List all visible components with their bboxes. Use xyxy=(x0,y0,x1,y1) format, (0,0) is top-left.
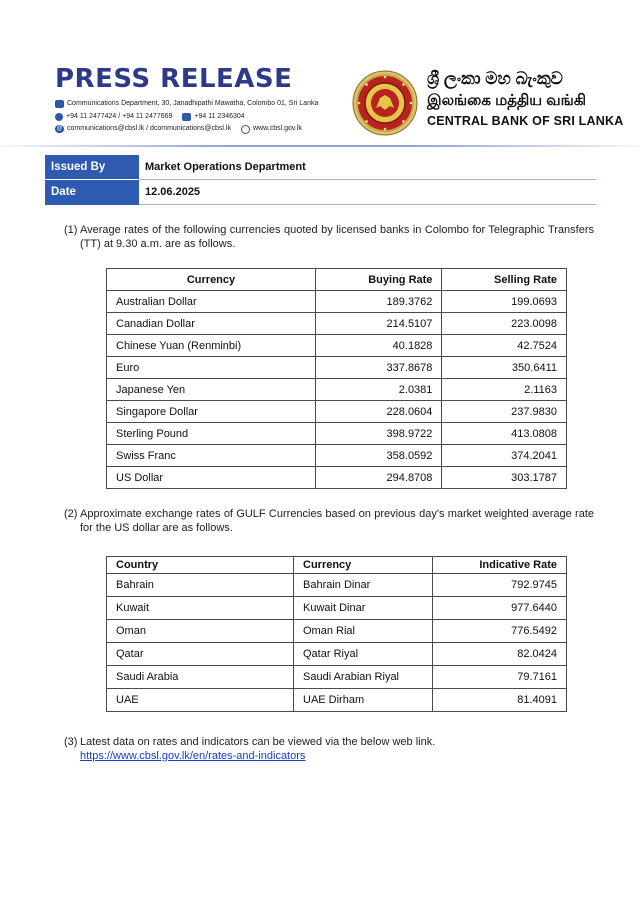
currency-cell: Singapore Dollar xyxy=(107,401,316,423)
column-header-currency: Currency xyxy=(107,269,316,291)
column-header-country: Country xyxy=(107,557,294,574)
indicative-rate-cell: 792.9745 xyxy=(433,574,567,597)
currency-cell: UAE Dirham xyxy=(294,689,433,712)
table-row xyxy=(107,689,567,712)
address-text: Communications Department, 30, Janadhipathi Mawatha, Colombo 01, Sri Lanka xyxy=(67,100,319,107)
selling-rate-cell: 42.7524 xyxy=(442,335,567,357)
currency-cell: Japanese Yen xyxy=(107,379,316,401)
buying-rate-cell: 228.0604 xyxy=(316,401,442,423)
press-release-title: PRESS RELEASE xyxy=(55,64,293,94)
paragraph-2-number: (2) xyxy=(64,508,78,520)
table-row xyxy=(107,666,567,689)
selling-rate-cell: 374.2041 xyxy=(442,445,567,467)
selling-rate-cell: 350.6411 xyxy=(442,357,567,379)
table-row xyxy=(107,643,567,666)
selling-rate-cell: 199.0693 xyxy=(442,291,567,313)
table-row xyxy=(107,445,567,467)
paragraph-1-text: Average rates of the following currencies quoted by licensed banks in Colombo for Telegraphic Transfers (TT) at 9.30 a.m. are as follows. xyxy=(80,224,594,250)
country-cell: Oman xyxy=(107,620,294,643)
country-cell: UAE xyxy=(107,689,294,712)
paragraph-3 xyxy=(64,735,594,763)
issue-info-table xyxy=(45,155,596,205)
currency-cell: Chinese Yuan (Renminbi) xyxy=(107,335,316,357)
gulf-rates-header-row xyxy=(107,557,567,574)
column-header-selling-rate: Selling Rate xyxy=(442,269,567,291)
table-row xyxy=(107,574,567,597)
email-line xyxy=(55,123,318,136)
buying-rate-cell: 358.0592 xyxy=(316,445,442,467)
selling-rate-cell: 2.1163 xyxy=(442,379,567,401)
table-row xyxy=(107,401,567,423)
table-row xyxy=(107,313,567,335)
selling-rate-cell: 303.1787 xyxy=(442,467,567,489)
date-label: Date xyxy=(45,180,139,205)
tt-rates-table xyxy=(106,268,567,489)
address-line xyxy=(55,98,318,111)
selling-rate-cell: 223.0098 xyxy=(442,313,567,335)
buying-rate-cell: 337.8678 xyxy=(316,357,442,379)
date-row xyxy=(45,180,596,205)
issued-by-value: Market Operations Department xyxy=(139,155,596,180)
phone-text: +94 11 2477424 / +94 11 2477669 xyxy=(66,112,173,120)
buying-rate-cell: 40.1828 xyxy=(316,335,442,357)
paragraph-3-text: Latest data on rates and indicators can be viewed via the below web link. xyxy=(80,736,436,748)
table-row xyxy=(107,291,567,313)
country-cell: Qatar xyxy=(107,643,294,666)
buying-rate-cell: 294.8708 xyxy=(316,467,442,489)
fax-text: +94 11 2346304 xyxy=(194,112,245,120)
rates-indicators-link[interactable]: https://www.cbsl.gov.lk/en/rates-and-indicators xyxy=(80,750,306,762)
issued-by-row xyxy=(45,155,596,180)
buying-rate-cell: 189.3762 xyxy=(316,291,442,313)
tt-rates-header-row xyxy=(107,269,567,291)
email-icon: @ xyxy=(56,126,63,133)
currency-cell: Bahrain Dinar xyxy=(294,574,433,597)
indicative-rate-cell: 81.4091 xyxy=(433,689,567,712)
table-row xyxy=(107,379,567,401)
date-value: 12.06.2025 xyxy=(139,180,596,205)
paragraph-1 xyxy=(64,223,594,251)
currency-cell: Oman Rial xyxy=(294,620,433,643)
currency-cell: Swiss Franc xyxy=(107,445,316,467)
currency-cell: US Dollar xyxy=(107,467,316,489)
column-header-buying-rate: Buying Rate xyxy=(316,269,442,291)
country-cell: Saudi Arabia xyxy=(107,666,294,689)
currency-cell: Canadian Dollar xyxy=(107,313,316,335)
currency-cell: Sterling Pound xyxy=(107,423,316,445)
press-release-header xyxy=(0,0,640,150)
phone-line xyxy=(55,111,318,124)
buying-rate-cell: 398.9722 xyxy=(316,423,442,445)
indicative-rate-cell: 776.5492 xyxy=(433,620,567,643)
buying-rate-cell: 214.5107 xyxy=(316,313,442,335)
indicative-rate-cell: 977.6440 xyxy=(433,597,567,620)
table-row xyxy=(107,357,567,379)
cbsl-seal-logo xyxy=(352,70,418,136)
paragraph-3-number: (3) xyxy=(64,736,78,748)
envelope-icon xyxy=(55,100,64,108)
fax-icon xyxy=(182,113,191,121)
currency-cell: Saudi Arabian Riyal xyxy=(294,666,433,689)
table-row xyxy=(107,467,567,489)
currency-cell: Australian Dollar xyxy=(107,291,316,313)
country-cell: Bahrain xyxy=(107,574,294,597)
header-divider xyxy=(0,145,640,147)
globe-icon xyxy=(241,125,250,134)
table-row xyxy=(107,597,567,620)
phone-icon xyxy=(55,113,63,121)
currency-cell: Kuwait Dinar xyxy=(294,597,433,620)
table-row xyxy=(107,620,567,643)
bank-name-block xyxy=(427,70,623,128)
column-header-currency: Currency xyxy=(294,557,433,574)
table-row xyxy=(107,335,567,357)
country-cell: Kuwait xyxy=(107,597,294,620)
table-row xyxy=(107,423,567,445)
currency-cell: Euro xyxy=(107,357,316,379)
column-header-indicative-rate: Indicative Rate xyxy=(433,557,567,574)
website-text[interactable]: www.cbsl.gov.lk xyxy=(253,125,302,132)
paragraph-1-number: (1) xyxy=(64,224,78,236)
currency-cell: Qatar Riyal xyxy=(294,643,433,666)
bank-name-english: CENTRAL BANK OF SRI LANKA xyxy=(427,114,624,128)
selling-rate-cell: 237.9830 xyxy=(442,401,567,423)
paragraph-2-text: Approximate exchange rates of GULF Currencies based on previous day's market weighted average rate for the US dollar are as follows. xyxy=(80,508,594,534)
issued-by-label: Issued By xyxy=(45,155,139,180)
bank-name-tamil: இலங்கை மத்திய வங்கி xyxy=(427,92,587,109)
contact-details xyxy=(55,98,318,136)
email-text: communications@cbsl.lk / dcommunications@cbsl.lk xyxy=(67,125,231,132)
gulf-rates-table xyxy=(106,556,567,712)
bank-name-sinhala: ශ්‍රී ලංකා මහ බැංකුව xyxy=(427,69,563,88)
buying-rate-cell: 2.0381 xyxy=(316,379,442,401)
selling-rate-cell: 413.0808 xyxy=(442,423,567,445)
paragraph-2 xyxy=(64,507,594,535)
indicative-rate-cell: 82.0424 xyxy=(433,643,567,666)
indicative-rate-cell: 79.7161 xyxy=(433,666,567,689)
